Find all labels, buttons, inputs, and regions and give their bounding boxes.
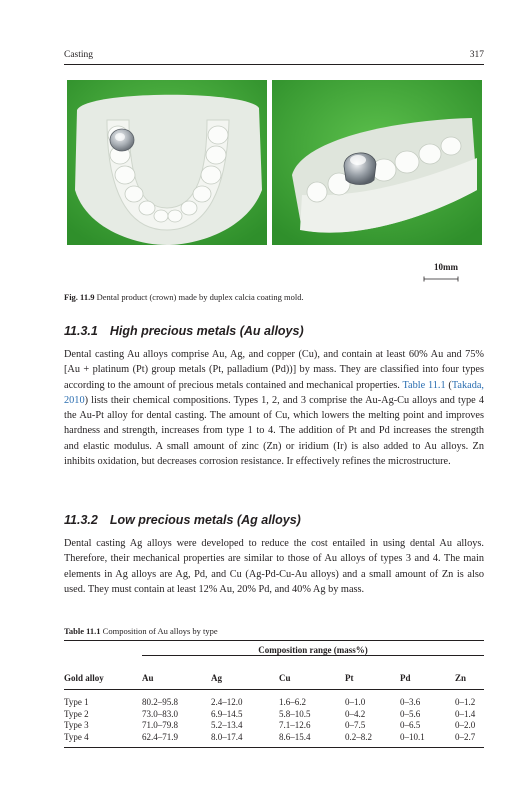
paragraph-au-alloys	[64, 347, 484, 469]
figure-caption-label: Fig. 11.9	[64, 292, 95, 302]
table-cell: Type 4	[64, 732, 142, 748]
composition-table	[64, 640, 484, 748]
section-heading-high-precious	[64, 324, 484, 338]
page-number: 317	[469, 50, 484, 60]
table-row	[64, 690, 484, 709]
table-cell: 0–6.5	[400, 720, 421, 730]
table-cell: Type 1	[64, 697, 89, 707]
table-cell: 0–10.1	[400, 732, 455, 748]
figure-photo-occlusal-view	[67, 80, 267, 245]
figure-photo-side-view	[272, 80, 482, 245]
table-cell: 8.0–17.4	[211, 732, 279, 748]
scale-bar	[423, 276, 459, 282]
table-cell: 0–4.2	[345, 708, 366, 719]
running-head-title: Casting	[64, 50, 94, 60]
table-cell: 0–1.0	[345, 697, 366, 707]
table-cell: Type 2	[64, 708, 89, 719]
section-number: 11.3.1	[64, 324, 98, 338]
column-header-pt: Pt	[345, 661, 400, 690]
table-cell: 73.0–83.0	[142, 708, 178, 719]
table-cell: 2.4–12.0	[211, 697, 243, 707]
column-header-pd: Pd	[400, 661, 455, 690]
paragraph-text: ) lists their chemical compositions. Types 1, 2, and 3 comprise the Au-Ag-Cu alloys and type 4 the Au-Pt alloy for dental casting. The amount of Cu, which lowers the melting point and improves hardness and strength, increases from type 1 to 4. The addition of Pt and Pd increases the strength and elastic modulus. A small amount of zinc (Zn) or iridium (Ir) is also added to Au alloys. Zn inhibits oxidation, but decreases corrosion resistance. Ir effectively refines the microstructure.	[64, 394, 484, 468]
header-rule	[64, 64, 484, 65]
column-header-au: Au	[142, 661, 211, 690]
table-reference-link[interactable]: Table 11.1	[402, 379, 446, 391]
section-title: High precious metals (Au alloys)	[109, 324, 304, 338]
paragraph-text: (	[445, 379, 452, 391]
table-cell: 5.2–13.4	[211, 720, 243, 730]
table-label: Table 11.1	[64, 626, 101, 636]
table-cell: 0–1.2	[455, 697, 476, 707]
table-row	[64, 732, 484, 748]
table-title: Composition of Au alloys by type	[102, 626, 218, 636]
table-cell: 0–3.6	[400, 697, 421, 707]
table-cell: 62.4–71.9	[142, 732, 211, 748]
column-header-cu: Cu	[279, 661, 345, 690]
table-row-header: Gold alloy	[64, 661, 142, 690]
citation-link[interactable]: Takada, 2010	[64, 379, 484, 406]
column-header-zn: Zn	[455, 661, 484, 690]
table-cell: 71.0–79.8	[142, 720, 178, 730]
table-cell: 8.6–15.4	[279, 732, 345, 748]
table-cell: 1.6–6.2	[279, 697, 306, 707]
table-group-header	[142, 641, 484, 662]
figure-caption-text: Dental product (crown) made by duplex calcia coating mold.	[96, 292, 304, 302]
table-cell: 7.1–12.6	[279, 720, 311, 730]
table-corner	[64, 641, 142, 662]
running-head	[64, 50, 484, 64]
table-cell: 6.9–14.5	[211, 708, 243, 719]
paragraph-text: Dental casting Au alloys comprise Au, Ag, and copper (Cu), and contain at least 60% Au and 75% [Au + platinum (Pt) group metals (Pt, palladium (Pd))] by mass. They are classified into four types according to the amount of precious metals contained and mechanical properties.	[64, 349, 484, 391]
column-header-ag: Ag	[211, 661, 279, 690]
table-caption	[64, 626, 484, 636]
table-row	[64, 720, 484, 732]
table-cell: 0–2.0	[455, 720, 476, 730]
table-row	[64, 709, 484, 721]
section-heading-low-precious	[64, 513, 484, 527]
figure-caption	[64, 292, 484, 302]
section-number: 11.3.2	[64, 513, 98, 527]
scale-bar-label: 10mm	[434, 262, 458, 272]
group-header-text: Composition range (mass%)	[142, 645, 484, 656]
table-cell: 0–5.6	[400, 708, 421, 719]
table-cell: 0–1.4	[455, 708, 476, 719]
paragraph-ag-alloys: Dental casting Ag alloys were developed to reduce the cost entailed in using dental Au alloys. Therefore, their mechanical properties are similar to those of Au alloys of types 3 and 4. The main elements in Ag alloys are Ag, Pd, and Cu (Ag-Pd-Cu-Au alloys) and a small amount of Zn is also used. They must contain at least 12% Au, 20% Pd, and 40% Ag by mass.	[64, 538, 484, 595]
table-cell: 5.8–10.5	[279, 708, 311, 719]
section-title: Low precious metals (Ag alloys)	[109, 513, 301, 527]
table-cell: 80.2–95.8	[142, 697, 178, 707]
table-cell: 0.2–8.2	[345, 732, 400, 748]
table-cell: 0–2.7	[455, 732, 484, 748]
table-cell: 0–7.5	[345, 720, 366, 730]
table-cell: Type 3	[64, 720, 89, 730]
